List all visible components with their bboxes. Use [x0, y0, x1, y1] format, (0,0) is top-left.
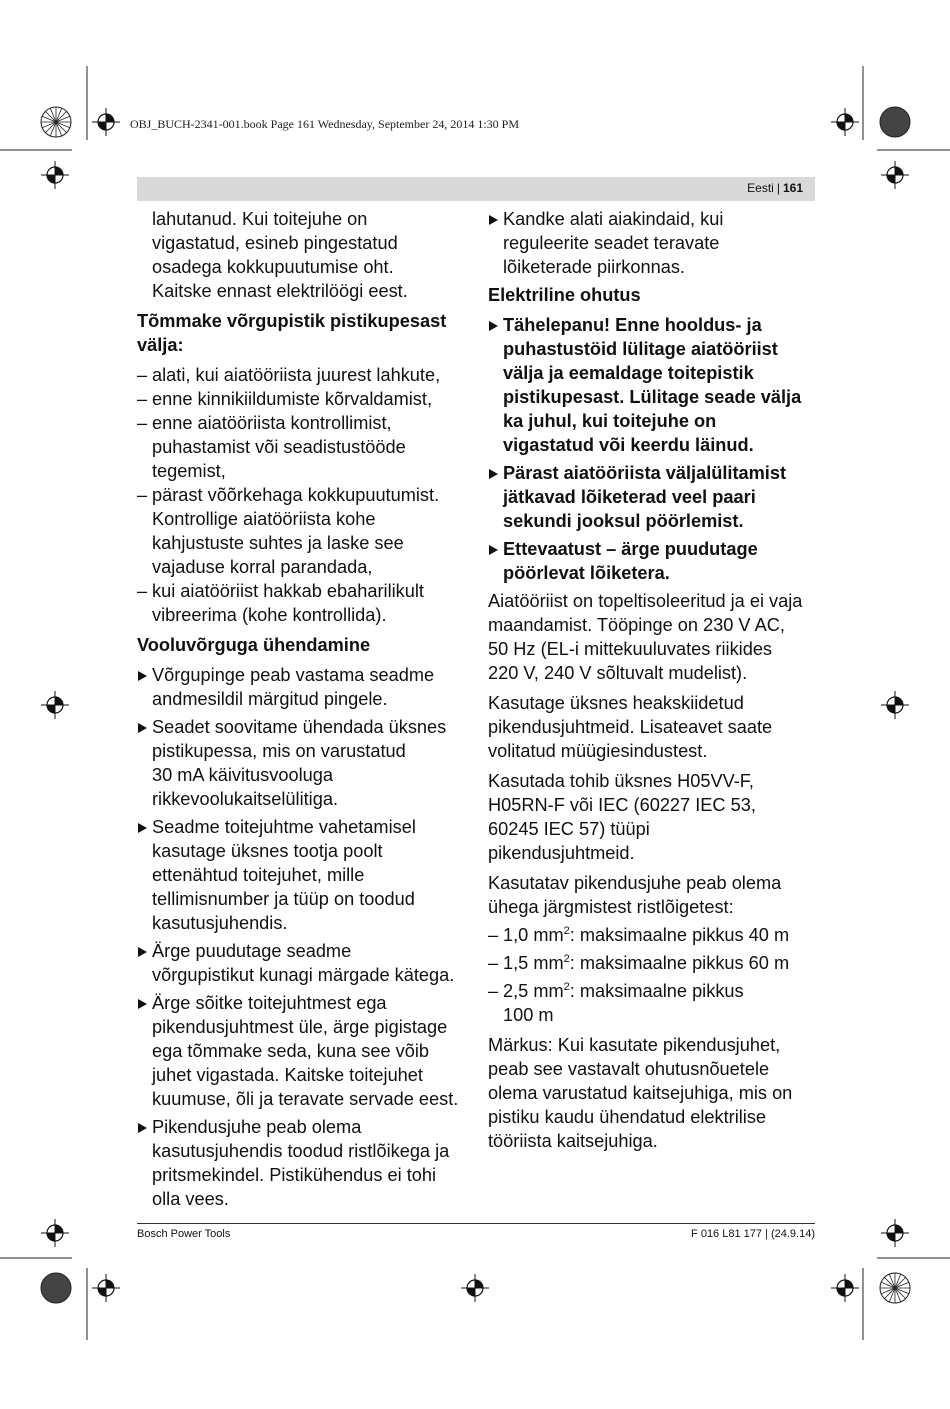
text-line: ettenähtud toitejuhet, mille [152, 865, 365, 885]
text-line: pritsmekindel. Pistikühendus ei tohi [152, 1165, 437, 1185]
text-line: ka juhul, kui toitejuhe on [503, 411, 717, 431]
triangle-bullet-icon [138, 1123, 147, 1133]
text-line: Kasutada tohib üksnes H05VV-F, [488, 771, 754, 791]
text-line: tegemist, [152, 461, 226, 481]
text-line: lahutanud. Kui toitejuhe on [152, 209, 368, 229]
text-line: Seadme toitejuhtme vahetamisel [152, 817, 416, 837]
text-line: – alati, kui aiatööriista juurest lahkute, [152, 365, 441, 385]
text-line: maandamist. Tööpinge on 230 V AC, [488, 615, 785, 635]
section-heading-mains: Vooluvõrguga ühendamine [137, 635, 371, 655]
text-line: puhastustöid lülitage aiatööriist [503, 339, 778, 359]
triangle-bullet-icon [138, 823, 147, 833]
text-line: võrgupistikut kunagi märgade kätega. [152, 965, 455, 985]
triangle-bullet-icon [489, 321, 498, 331]
text-line: Pikendusjuhe peab olema [152, 1117, 362, 1137]
text-line: – kui aiatööriist hakkab ebaharilikult [152, 581, 424, 601]
page-header [137, 177, 815, 201]
text-line: pistikupessa, mis on varustatud [152, 741, 406, 761]
text-line: 50 Hz (EL-i mittekuuluvates riikides [488, 639, 773, 659]
cable-type-paragraph [488, 769, 818, 865]
text-line: kasutage üksnes tootja poolt [152, 841, 383, 861]
text-line: sekundi jooksul pöörlemist. [503, 511, 744, 531]
text-line: välja ja eemaldage toitepistik [503, 363, 754, 383]
text-line: – pärast võõrkehaga kokkupuutumist. [152, 485, 440, 505]
text-line: – enne kinnikiildumiste kõrvaldamist, [152, 389, 433, 409]
text-line: ühega järgmistest ristlõigetest: [488, 897, 734, 917]
text-line: volitatud müügiesindustest. [488, 741, 708, 761]
text-line: Kaitske ennast elektrilöögi eest. [152, 281, 408, 301]
triangle-bullet-icon [138, 671, 147, 681]
text-line: Kontrollige aiatööriista kohe [152, 509, 376, 529]
dash-item [137, 387, 467, 411]
dash-item [137, 483, 467, 579]
text-line: juhet vigastada. Kaitske toitejuhet [152, 1065, 423, 1085]
size-text: : maksimaalne pikkus 60 m [569, 953, 790, 973]
bullet-item [488, 207, 818, 279]
text-line: kasutusjuhendis toodud ristlõikega ja [152, 1141, 450, 1161]
text-line: Märkus: Kui kasutate pikendusjuhet, [488, 1035, 781, 1055]
text-line: vigastatud või keerdu läinud. [503, 435, 754, 455]
bullet-item [137, 815, 467, 935]
text-line: tööriista kaitsejuhiga. [488, 1131, 658, 1151]
triangle-bullet-icon [138, 947, 147, 957]
size-value: 1,5 mm [503, 953, 564, 973]
text-line: kahjustuste suhtes ja laske see [152, 533, 404, 553]
text-line: osadega kokkupuutumise oht. [152, 257, 394, 277]
cross-section-item [488, 923, 818, 947]
bullet-item-warning [488, 313, 818, 457]
text-line: lõiketerade piirkonnas. [503, 257, 685, 277]
dash-item [137, 363, 467, 387]
section-heading-unplug [137, 309, 467, 357]
dash-item [137, 411, 467, 483]
text-line: 60245 IEC 57) tüüpi [488, 819, 650, 839]
bullet-item-warning [488, 537, 818, 585]
heading-line: Tõmmake võrgupistik pistikupesast [137, 311, 447, 331]
text-line: reguleerite seadet teravate [503, 233, 720, 253]
footer-doc-number: F 016 L81 177 | (24.9.14) [691, 1228, 815, 1240]
insulation-paragraph [488, 589, 818, 685]
bullet-item [137, 663, 467, 711]
footer-brand: Bosch Power Tools [137, 1228, 231, 1240]
text-line: Kandke alati aiakindaid, kui [503, 209, 724, 229]
cross-section-item [488, 979, 818, 1027]
dash-item [137, 579, 467, 627]
cross-section-item [488, 951, 818, 975]
text-line [503, 923, 818, 947]
text-line: 220 V, 240 V sõltuvalt mudelist). [488, 663, 748, 683]
dash-list [137, 363, 467, 627]
text-line: vigastatud, esineb pingestatud [152, 233, 398, 253]
text-line: kasutusjuhendis. [152, 913, 288, 933]
text-line [503, 979, 818, 1003]
triangle-bullet-icon [138, 723, 147, 733]
text-line: pistikupesast. Lülitage seade välja [503, 387, 802, 407]
text-line: Seadet soovitame ühendada üksnes [152, 717, 447, 737]
text-line: pikendusjuhtmest üle, ärge pigistage [152, 1017, 448, 1037]
heading-line: välja: [137, 335, 184, 355]
text-line: Võrgupinge peab vastama seadme [152, 665, 435, 685]
footer-divider [137, 1223, 815, 1224]
bullet-item [137, 991, 467, 1111]
text-line: jätkavad lõiketerad veel paari [503, 487, 756, 507]
header-separator: | [776, 181, 780, 195]
text-line: vibreerima (kohe kontrollida). [152, 605, 387, 625]
text-line: olla vees. [152, 1189, 229, 1209]
section-heading-electrical-safety: Elektriline ohutus [488, 285, 641, 305]
note-paragraph [488, 1033, 818, 1153]
text-line: vajaduse korral parandada, [152, 557, 373, 577]
text-line: Tähelepanu! Enne hooldus- ja [503, 315, 762, 335]
triangle-bullet-icon [489, 545, 498, 555]
text-line [503, 951, 818, 975]
text-line: Ärge sõitke toitejuhtmest ega [152, 993, 387, 1013]
size-exponent: 2 [563, 925, 570, 937]
left-column [137, 207, 467, 1215]
size-value: 2,5 mm [503, 981, 564, 1001]
text-line: pikendusjuhtmeid. [488, 843, 635, 863]
text-line: Aiatööriist on topeltisoleeritud ja ei vaja [488, 591, 803, 611]
text-line: tellimisnumber ja tüüp on toodud [152, 889, 415, 909]
header-text [747, 181, 803, 195]
size-text: : maksimaalne pikkus 40 m [569, 925, 790, 945]
size-exponent: 2 [563, 953, 570, 965]
text-line: pöörlevat lõiketera. [503, 563, 670, 583]
size-exponent: 2 [563, 981, 570, 993]
text-line: Ettevaatust – ärge puudutage [503, 539, 758, 559]
cross-section-paragraph [488, 871, 818, 919]
text-line: pistiku kaudu ühendatud elektrilise [488, 1107, 767, 1127]
text-line: puhastamist või seadistustööde [152, 437, 406, 457]
print-slug: OBJ_BUCH-2341-001.book Page 161 Wednesday, September 24, 2014 1:30 PM [130, 117, 520, 131]
text-line: Pärast aiatööriista väljalülitamist [503, 463, 787, 483]
bullet-item [137, 939, 467, 987]
size-value: 1,0 mm [503, 925, 564, 945]
extension-cord-paragraph [488, 691, 818, 763]
text-line: Kasutage üksnes heakskiidetud [488, 693, 744, 713]
text-line: H05RN-F või IEC (60227 IEC 53, [488, 795, 756, 815]
bullet-item [137, 715, 467, 811]
text-line: 30 mA käivitusvooluga [152, 765, 333, 785]
text-line: olema varustatud kaitsejuhiga, mis on [488, 1083, 793, 1103]
text-line: – enne aiatööriista kontrollimist, [152, 413, 392, 433]
text-line: andmesildil märgitud pingele. [152, 689, 388, 709]
bullet-item-warning [488, 461, 818, 533]
text-line: pikendusjuhtmeid. Lisateavet saate [488, 717, 773, 737]
text-line: Kasutatav pikendusjuhe peab olema [488, 873, 782, 893]
text-line: ega tõmmake seda, kuna see võib [152, 1041, 430, 1061]
bullet-item [137, 1115, 467, 1211]
text-line: kuumuse, õli ja teravate servade eest. [152, 1089, 459, 1109]
text-line: Ärge puudutage seadme [152, 941, 352, 961]
right-column [488, 207, 818, 1159]
header-language: Eesti [747, 181, 774, 195]
text-line: peab see vastavalt ohutusnõuetele [488, 1059, 770, 1079]
triangle-bullet-icon [489, 469, 498, 479]
text-line: rikkevoolukaitselülitiga. [152, 789, 339, 809]
text-line: 100 m [503, 1005, 554, 1025]
triangle-bullet-icon [138, 999, 147, 1009]
triangle-bullet-icon [489, 215, 498, 225]
intro-paragraph [137, 207, 467, 303]
page-number: 161 [782, 181, 803, 195]
size-text: : maksimaalne pikkus [569, 981, 744, 1001]
